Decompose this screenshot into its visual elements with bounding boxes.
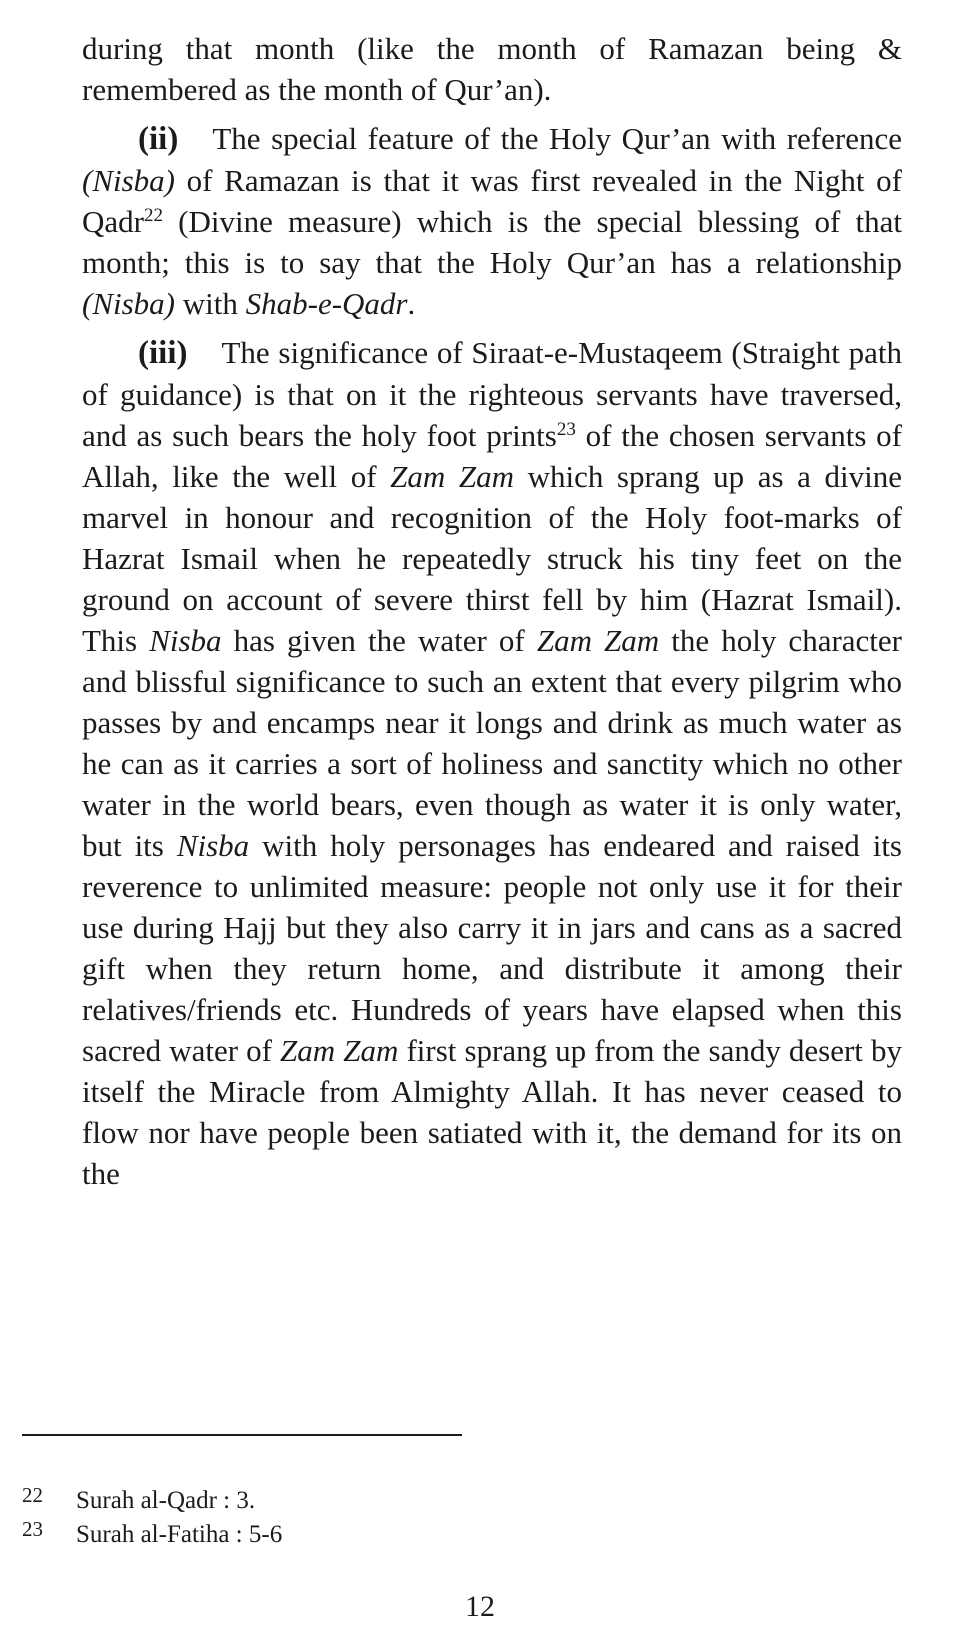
paragraph-iii — [82, 332, 902, 1194]
paragraph-ii — [82, 118, 902, 324]
paragraph-text: . — [407, 286, 416, 321]
body-text — [82, 28, 902, 1194]
italic-term: Shab-e-Qadr — [245, 286, 408, 321]
paragraph-text: with holy personages has endeared and raised its reverence to unlimited measure: people not only use it for their use during Hajj but they also carry it in jars and cans as a sacred gift when they return home, and distribute it among their relatives/friends etc. Hundreds of years have elapsed when this sacred water of — [82, 828, 902, 1068]
italic-term: Zam Zam — [390, 459, 514, 494]
footnote-ref-23: 23 — [556, 419, 576, 440]
paragraph-marker: (iii) — [138, 335, 188, 371]
italic-term: Zam Zam — [536, 623, 660, 658]
page-number: 12 — [465, 1590, 495, 1623]
paragraph-text: the holy character and blissful significance to such an extent that every pilgrim who passes by and encamps near it longs and drink as much water as he can as it carries a sort of holiness and sanctity which no other water in the world bears, even though as water it is only water, but its — [82, 623, 902, 863]
paragraph-text: (Divine measure) which is the special blessing of that month; this is to say that the Holy Qur’an has a relationship — [82, 204, 902, 280]
footnote-text: Surah al-Fatiha : 5-6 — [76, 1521, 283, 1548]
paragraph-text: has given the water of — [221, 623, 537, 658]
footnote-ref-22: 22 — [143, 205, 163, 226]
footnote-number: 22 — [22, 1483, 43, 1507]
paragraph-text: first sprang up from the sandy desert by itself the Miracle from Almighty Allah. It has never ceased to flow nor have people been satiated with it, the demand for its on the — [82, 1033, 902, 1191]
paragraph-marker: (ii) — [138, 121, 179, 157]
paragraph-continuation — [82, 28, 902, 110]
footnote-divider — [22, 1434, 462, 1436]
paragraph-text: with — [175, 286, 246, 321]
paragraph-text: The significance of Siraat-e-Mustaqeem (Straight path of guidance) is that on it the righteous servants have traversed, and as such bears the holy foot prints — [82, 335, 902, 453]
italic-term: Nisba — [176, 828, 250, 863]
paragraph-text: of Ramazan is that it was first revealed in the Night of Qadr — [82, 163, 902, 239]
italic-term: (Nisba) — [82, 163, 175, 198]
italic-term: (Nisba) — [82, 286, 175, 321]
italic-term: Zam Zam — [280, 1033, 399, 1068]
paragraph-text: The special feature of the Holy Qur’an with reference — [212, 121, 902, 156]
paragraph-text: during that month (like the month of Ramazan being & remembered as the month of Qur’an). — [82, 31, 902, 107]
paragraph-text: which sprang up as a divine marvel in honour and recognition of the Holy foot-marks of Hazrat Ismail when he repeatedly struck his tiny feet on the ground on account of severe thirst fell by him (Hazrat Ismail). This — [82, 459, 902, 658]
italic-term: Nisba — [149, 623, 222, 658]
footnote-number: 23 — [22, 1517, 43, 1541]
paragraph-text: of the chosen servants of Allah, like the well of — [82, 418, 902, 494]
footnote-text: Surah al-Qadr : 3. — [76, 1487, 256, 1514]
